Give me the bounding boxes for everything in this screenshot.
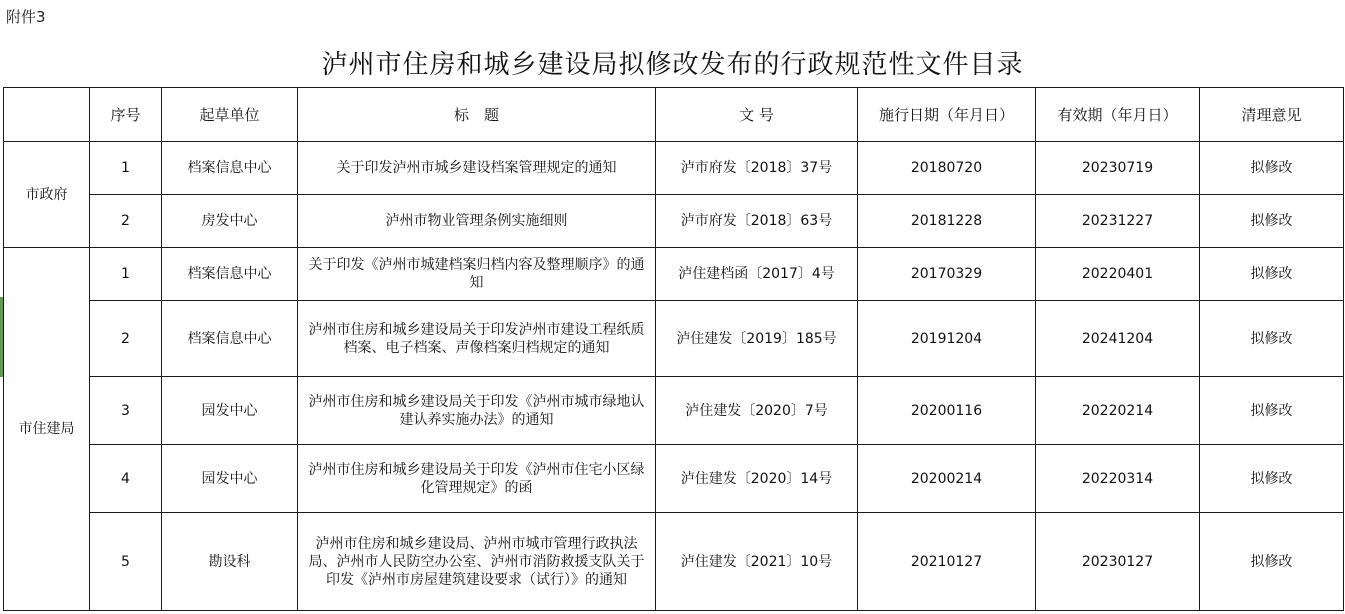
header-seq: 序号 [90, 88, 162, 142]
opinion-cell: 拟修改 [1200, 142, 1344, 195]
document-title: 泸州市住房和城乡建设局拟修改发布的行政规范性文件目录 [321, 50, 1024, 80]
table-row[interactable] [4, 301, 1344, 377]
opinion-cell: 拟修改 [1200, 377, 1344, 445]
doc-no-cell: 泸住建发〔2019〕185号 [656, 301, 858, 377]
header-doc-no: 文 号 [656, 88, 858, 142]
valid-date-cell: 20220314 [1036, 445, 1200, 513]
unit-cell: 园发中心 [162, 377, 298, 445]
doc-no-cell: 泸住建档函〔2017〕4号 [656, 248, 858, 301]
title-cell: 泸州市物业管理条例实施细则 [298, 195, 656, 248]
doc-no-cell: 泸市府发〔2018〕37号 [656, 142, 858, 195]
table-row[interactable] [4, 513, 1344, 611]
unit-cell: 档案信息中心 [162, 248, 298, 301]
seq-cell: 3 [90, 377, 162, 445]
header-unit: 起草单位 [162, 88, 298, 142]
effective-date-cell: 20170329 [858, 248, 1036, 301]
seq-cell: 2 [90, 301, 162, 377]
unit-cell: 勘设科 [162, 513, 298, 611]
title-cell: 泸州市住房和城乡建设局关于印发《泸州市住宅小区绿化管理规定》的函 [298, 445, 656, 513]
file-list-table [3, 87, 1344, 611]
unit-cell: 房发中心 [162, 195, 298, 248]
header-effective-date: 施行日期（年月日） [858, 88, 1036, 142]
doc-no-cell: 泸住建发〔2021〕10号 [656, 513, 858, 611]
title-cell: 关于印发《泸州市城建档案归档内容及整理顺序》的通知 [298, 248, 656, 301]
seq-cell: 4 [90, 445, 162, 513]
valid-date-cell: 20241204 [1036, 301, 1200, 377]
table-row[interactable] [4, 195, 1344, 248]
valid-date-cell: 20230719 [1036, 142, 1200, 195]
header-opinion: 清理意见 [1200, 88, 1344, 142]
title-cell: 泸州市住房和城乡建设局关于印发《泸州市城市绿地认建认养实施办法》的通知 [298, 377, 656, 445]
table-row[interactable] [4, 142, 1344, 195]
opinion-cell: 拟修改 [1200, 248, 1344, 301]
seq-cell: 5 [90, 513, 162, 611]
valid-date-cell: 20220214 [1036, 377, 1200, 445]
effective-date-cell: 20191204 [858, 301, 1036, 377]
header-row [4, 88, 1344, 142]
table-row[interactable] [4, 377, 1344, 445]
header-valid-date: 有效期（年月日） [1036, 88, 1200, 142]
unit-cell: 档案信息中心 [162, 142, 298, 195]
seq-cell: 1 [90, 248, 162, 301]
valid-date-cell: 20220401 [1036, 248, 1200, 301]
doc-no-cell: 泸住建发〔2020〕14号 [656, 445, 858, 513]
seq-cell: 1 [90, 142, 162, 195]
effective-date-cell: 20210127 [858, 513, 1036, 611]
opinion-cell: 拟修改 [1200, 513, 1344, 611]
doc-no-cell: 泸住建发〔2020〕7号 [656, 377, 858, 445]
effective-date-cell: 20200214 [858, 445, 1036, 513]
table-row[interactable] [4, 248, 1344, 301]
unit-cell: 园发中心 [162, 445, 298, 513]
seq-cell: 2 [90, 195, 162, 248]
effective-date-cell: 20200116 [858, 377, 1036, 445]
opinion-cell: 拟修改 [1200, 445, 1344, 513]
effective-date-cell: 20181228 [858, 195, 1036, 248]
attachment-label: 附件3 [6, 8, 46, 26]
dept-cell: 市住建局 [4, 248, 90, 611]
valid-date-cell: 20230127 [1036, 513, 1200, 611]
title-cell: 泸州市住房和城乡建设局关于印发泸州市建设工程纸质档案、电子档案、声像档案归档规定的通知 [298, 301, 656, 377]
unit-cell: 档案信息中心 [162, 301, 298, 377]
title-cell: 泸州市住房和城乡建设局、泸州市城市管理行政执法局、泸州市人民防空办公室、泸州市消防救援支队关于印发《泸州市房屋建筑建设要求（试行）》的通知 [298, 513, 656, 611]
title-cell: 关于印发泸州市城乡建设档案管理规定的通知 [298, 142, 656, 195]
effective-date-cell: 20180720 [858, 142, 1036, 195]
valid-date-cell: 20231227 [1036, 195, 1200, 248]
doc-no-cell: 泸市府发〔2018〕63号 [656, 195, 858, 248]
dept-cell: 市政府 [4, 142, 90, 248]
header-title: 标 题 [298, 88, 656, 142]
header-dept [4, 88, 90, 142]
table-row[interactable] [4, 445, 1344, 513]
opinion-cell: 拟修改 [1200, 195, 1344, 248]
opinion-cell: 拟修改 [1200, 301, 1344, 377]
